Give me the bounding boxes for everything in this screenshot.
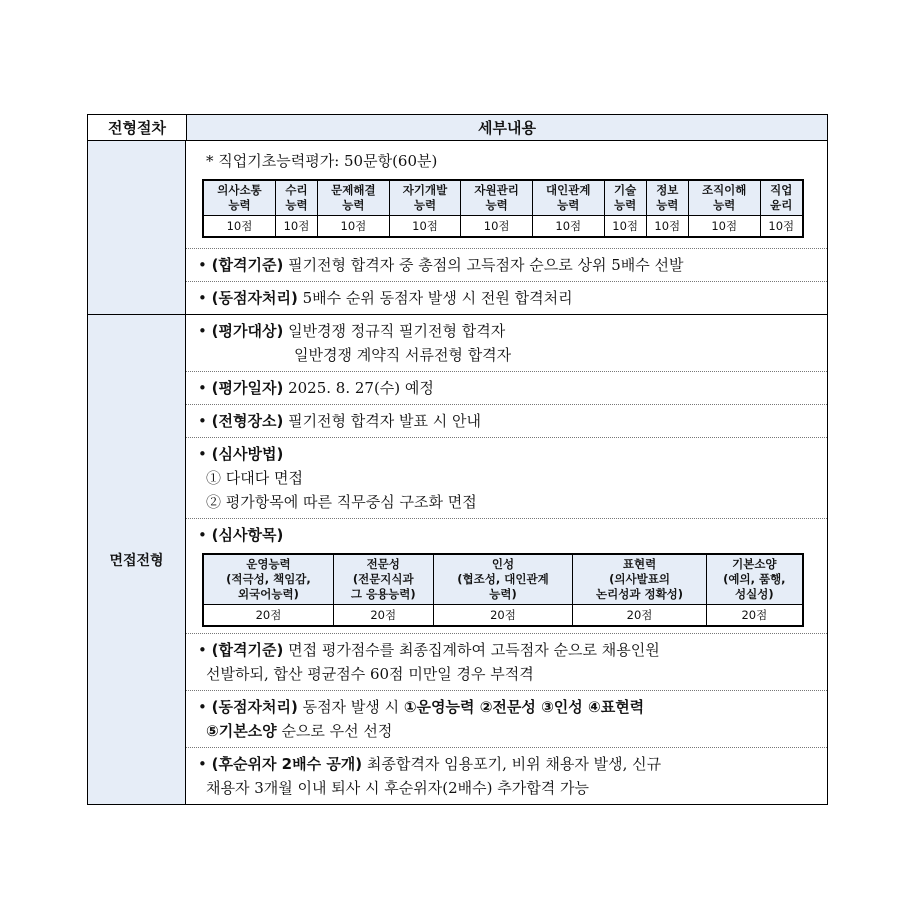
competency-header-cell: 자원관리 능력 <box>461 180 533 216</box>
competency-header-cell: 조직이해 능력 <box>688 180 760 216</box>
written-criteria-row: • (합격기준) 필기전형 합격자 중 총점의 고득점자 순으로 상위 5배수 선발 <box>186 249 827 282</box>
interview-items-header-row <box>203 554 803 605</box>
interview-item-score-cell: 20점 <box>573 605 706 627</box>
competency-table <box>202 179 804 238</box>
interview-criteria-row: • (합격기준) 면접 평가점수를 최종집계하여 고득점자 순으로 채용인원 선발하되, 합산 평균점수 60점 미만일 경우 부적격 <box>186 634 827 691</box>
written-test-row <box>186 141 827 249</box>
interview-method-row: • (심사방법) ① 다대다 면접 ② 평가항목에 따른 직무중심 구조화 면접 <box>186 438 827 519</box>
competency-score-cell: 10점 <box>275 216 317 238</box>
written-tie-row: • (동점자처리) 5배수 순위 동점자 발생 시 전원 합격처리 <box>198 289 573 307</box>
competency-score-cell: 10점 <box>688 216 760 238</box>
competency-score-cell: 10점 <box>532 216 604 238</box>
competency-score-cell: 10점 <box>646 216 688 238</box>
written-intro: * 직업기초능력평가: 50문항(60분) <box>206 152 438 170</box>
interview-item-score-cell: 20점 <box>706 605 803 627</box>
interview-section <box>88 315 827 804</box>
interview-date-row: • (평가일자) 2025. 8. 27(수) 예정 <box>186 372 827 405</box>
interview-item-header-cell: 인성 (협조성, 대인관계 능력) <box>433 554 573 605</box>
competency-header-cell: 직업 윤리 <box>760 180 803 216</box>
competency-score-cell: 10점 <box>760 216 803 238</box>
interview-item-score-cell: 20점 <box>333 605 433 627</box>
written-tie-label: (동점자처리) <box>211 289 298 307</box>
header-procedure: 전형절차 <box>88 115 187 140</box>
interview-place-row: • (전형장소) 필기전형 합격자 발표 시 안내 <box>186 405 827 438</box>
competency-header-cell: 의사소통 능력 <box>203 180 275 216</box>
competency-score-cell: 10점 <box>203 216 275 238</box>
competency-score-cell: 10점 <box>461 216 533 238</box>
competency-score-cell: 10점 <box>604 216 646 238</box>
competency-header-cell: 정보 능력 <box>646 180 688 216</box>
competency-header-cell: 수리 능력 <box>275 180 317 216</box>
competency-header-row <box>203 180 803 216</box>
competency-score-row <box>203 216 803 238</box>
interview-items-table <box>202 553 804 627</box>
interview-item-header-cell: 운영능력 (적극성, 책임감, 외국어능력) <box>203 554 333 605</box>
interview-label: 면접전형 <box>88 315 186 804</box>
selection-procedure-table <box>87 114 828 805</box>
interview-item-header-cell: 기본소양 (예의, 품행, 성실성) <box>706 554 803 605</box>
written-tie-text: 5배수 순위 동점자 발생 시 전원 합격처리 <box>297 289 573 307</box>
interview-item-header-cell: 표현력 (의사발표의 논리성과 정확성) <box>573 554 706 605</box>
written-label-cell <box>88 141 186 314</box>
interview-target-row: • (평가대상) 일반경쟁 정규직 필기전형 합격자 일반경쟁 계약직 서류전형 합격자 <box>186 315 827 372</box>
written-section <box>88 141 827 315</box>
competency-header-cell: 문제해결 능력 <box>318 180 390 216</box>
written-criteria-label: (합격기준) <box>211 256 284 274</box>
interview-items-row: • (심사항목) 운영능력 (적극성, 책임감, 외국어능력) 전문성 (전문지식과 그 응용능력) 인성 (협조성, 대인관계 능력) 표현력 (의사발표의 논리성과 정확성) 기본소양 (예의, 품행, 성실성) 20점 20점 20점 20점 20점 <box>186 519 827 634</box>
competency-header-cell: 기술 능력 <box>604 180 646 216</box>
table-header <box>88 115 827 141</box>
written-criteria-text: 필기전형 합격자 중 총점의 고득점자 순으로 상위 5배수 선발 <box>283 256 684 274</box>
interview-target-label: (평가대상) <box>211 322 284 340</box>
competency-score-cell: 10점 <box>389 216 461 238</box>
competency-header-cell: 자기개발 능력 <box>389 180 461 216</box>
interview-reserve-row: • (후순위자 2배수 공개) 최종합격자 임용포기, 비위 채용자 발생, 신규 채용자 3개월 이내 퇴사 시 후순위자(2배수) 추가합격 가능 <box>198 755 662 797</box>
interview-item-header-cell: 전문성 (전문지식과 그 응용능력) <box>333 554 433 605</box>
header-details: 세부내용 <box>187 115 827 140</box>
competency-header-cell: 대인관계 능력 <box>532 180 604 216</box>
competency-score-cell: 10점 <box>318 216 390 238</box>
interview-item-score-cell: 20점 <box>203 605 333 627</box>
interview-item-score-cell: 20점 <box>433 605 573 627</box>
interview-tie-row: • (동점자처리) 동점자 발생 시 ①운영능력 ②전문성 ③인성 ④표현력 ⑤기본소양 순으로 우선 선정 <box>186 691 827 748</box>
interview-items-score-row <box>203 605 803 627</box>
